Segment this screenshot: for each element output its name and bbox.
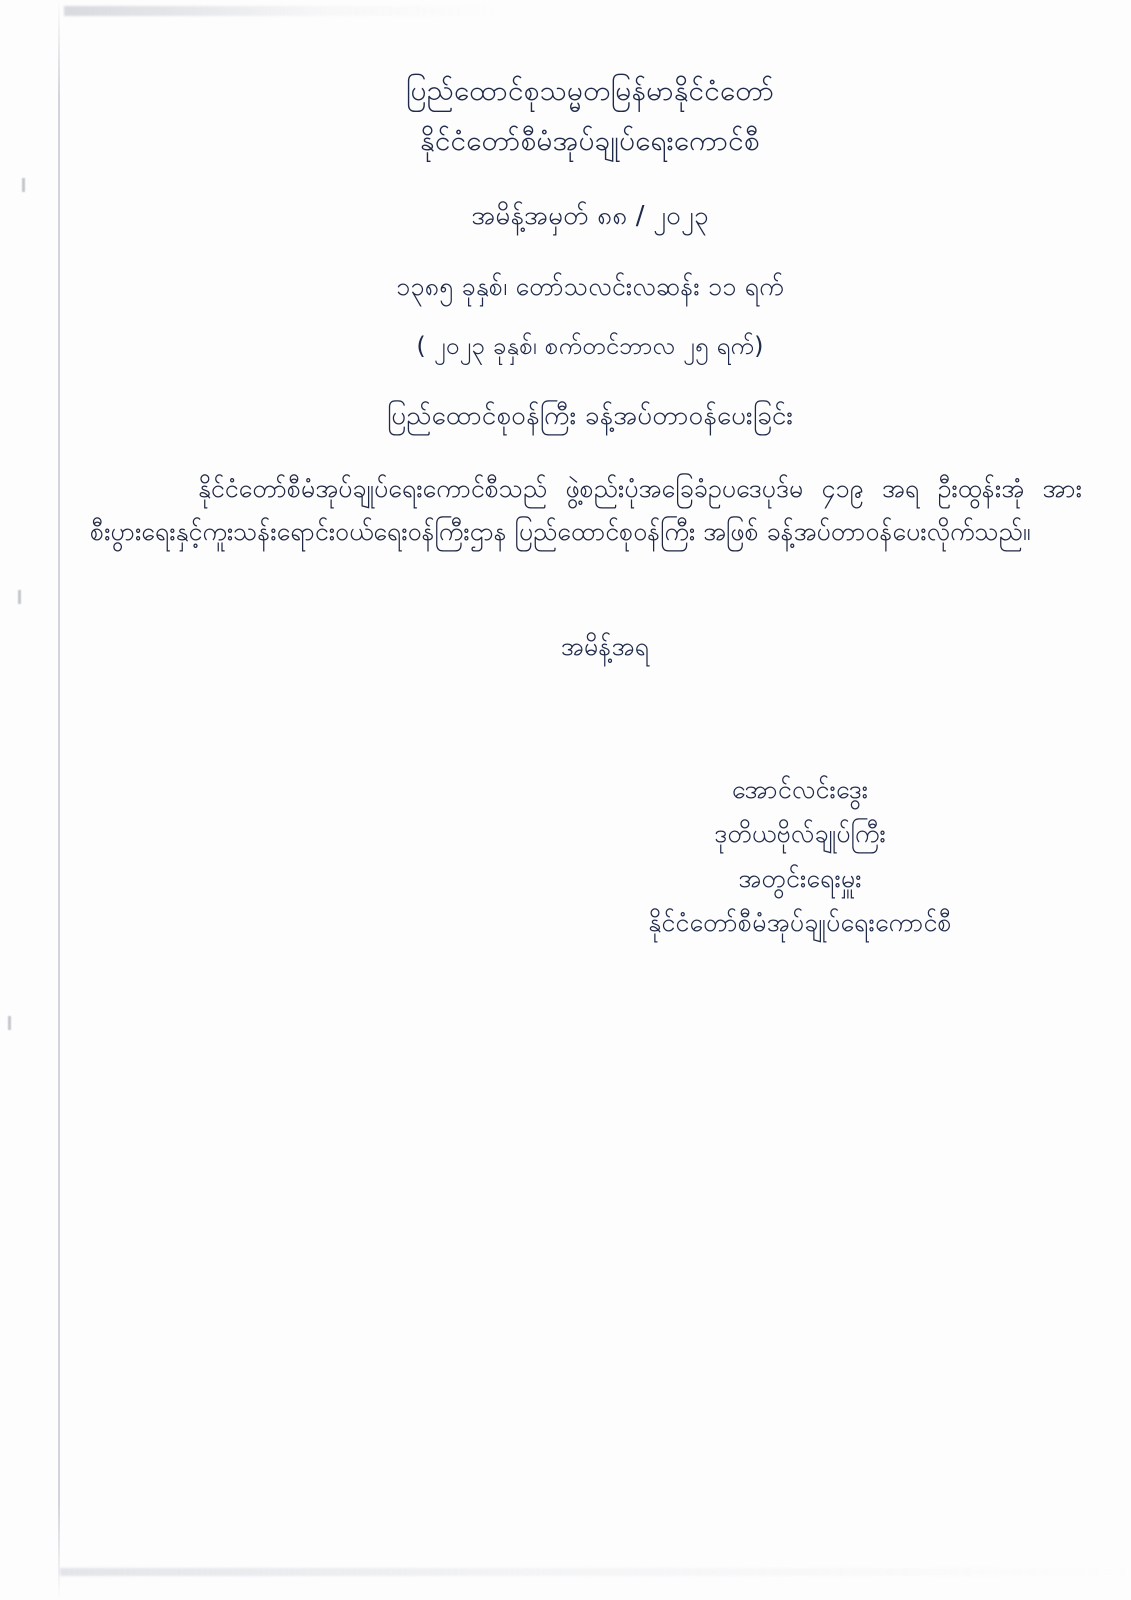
scan-margin-mark	[18, 590, 21, 604]
by-order-of-note: အမိန့်အရ	[560, 631, 650, 661]
document-body	[90, 467, 1090, 553]
signatory-position: အတွင်းရေးမှူး	[738, 863, 862, 893]
signature-block	[90, 768, 1090, 946]
signatory-organization: နိုင်ငံတော်စီမံအုပ်ချုပ်ရေးကောင်စီ	[648, 908, 952, 938]
scan-margin-mark	[8, 1016, 11, 1030]
order-number: အမိန့်အမှတ် ၈၈ / ၂၀၂၃	[471, 200, 709, 231]
document-subject: ပြည်ထောင်စုဝန်ကြီး ခန့်အပ်တာဝန်ပေးခြင်း	[386, 400, 794, 431]
document-content	[90, 0, 1090, 946]
scan-margin-mark	[22, 178, 25, 192]
issuing-council-title: နိုင်ငံတော်စီမံအုပ်ချုပ်ရေးကောင်စီ	[420, 123, 760, 157]
signatory-name: အောင်လင်းဒွေး	[731, 774, 869, 804]
page-bottom-scan-artifact	[60, 1568, 1131, 1576]
issuing-country-title: ပြည်ထောင်စုသမ္မတမြန်မာနိုင်ငံတော်	[405, 74, 775, 107]
date-myanmar-calendar: ၁၃၈၅ ခုနှစ်၊ တော်သလင်းလဆန်း ၁၁ ရက်	[396, 271, 784, 301]
signatory-rank: ဒုတိယဗိုလ်ချုပ်ကြီး	[714, 819, 886, 849]
page-left-edge	[58, 0, 60, 1600]
body-paragraph: နိုင်ငံတော်စီမံအုပ်ချုပ်ရေးကောင်စီသည် ဖွဲ့စည်းပုံအခြေခံဥပဒေပုဒ်မ ၄၁၉ အရ ဦးထွန်းအုံ အား စီးပွားရေးနှင့်ကူးသန်းရောင်းဝယ်ရေးဝန်ကြီးဌာန ပြည်ထောင်စုဝန်ကြီး အဖြစ် ခန့်အပ်တာဝန်ပေးလိုက်သည်။	[90, 473, 1082, 546]
date-gregorian-calendar: ( ၂၀၂၃ ခုနှစ်၊ စက်တင်ဘာလ ၂၅ ရက်)	[416, 331, 764, 360]
